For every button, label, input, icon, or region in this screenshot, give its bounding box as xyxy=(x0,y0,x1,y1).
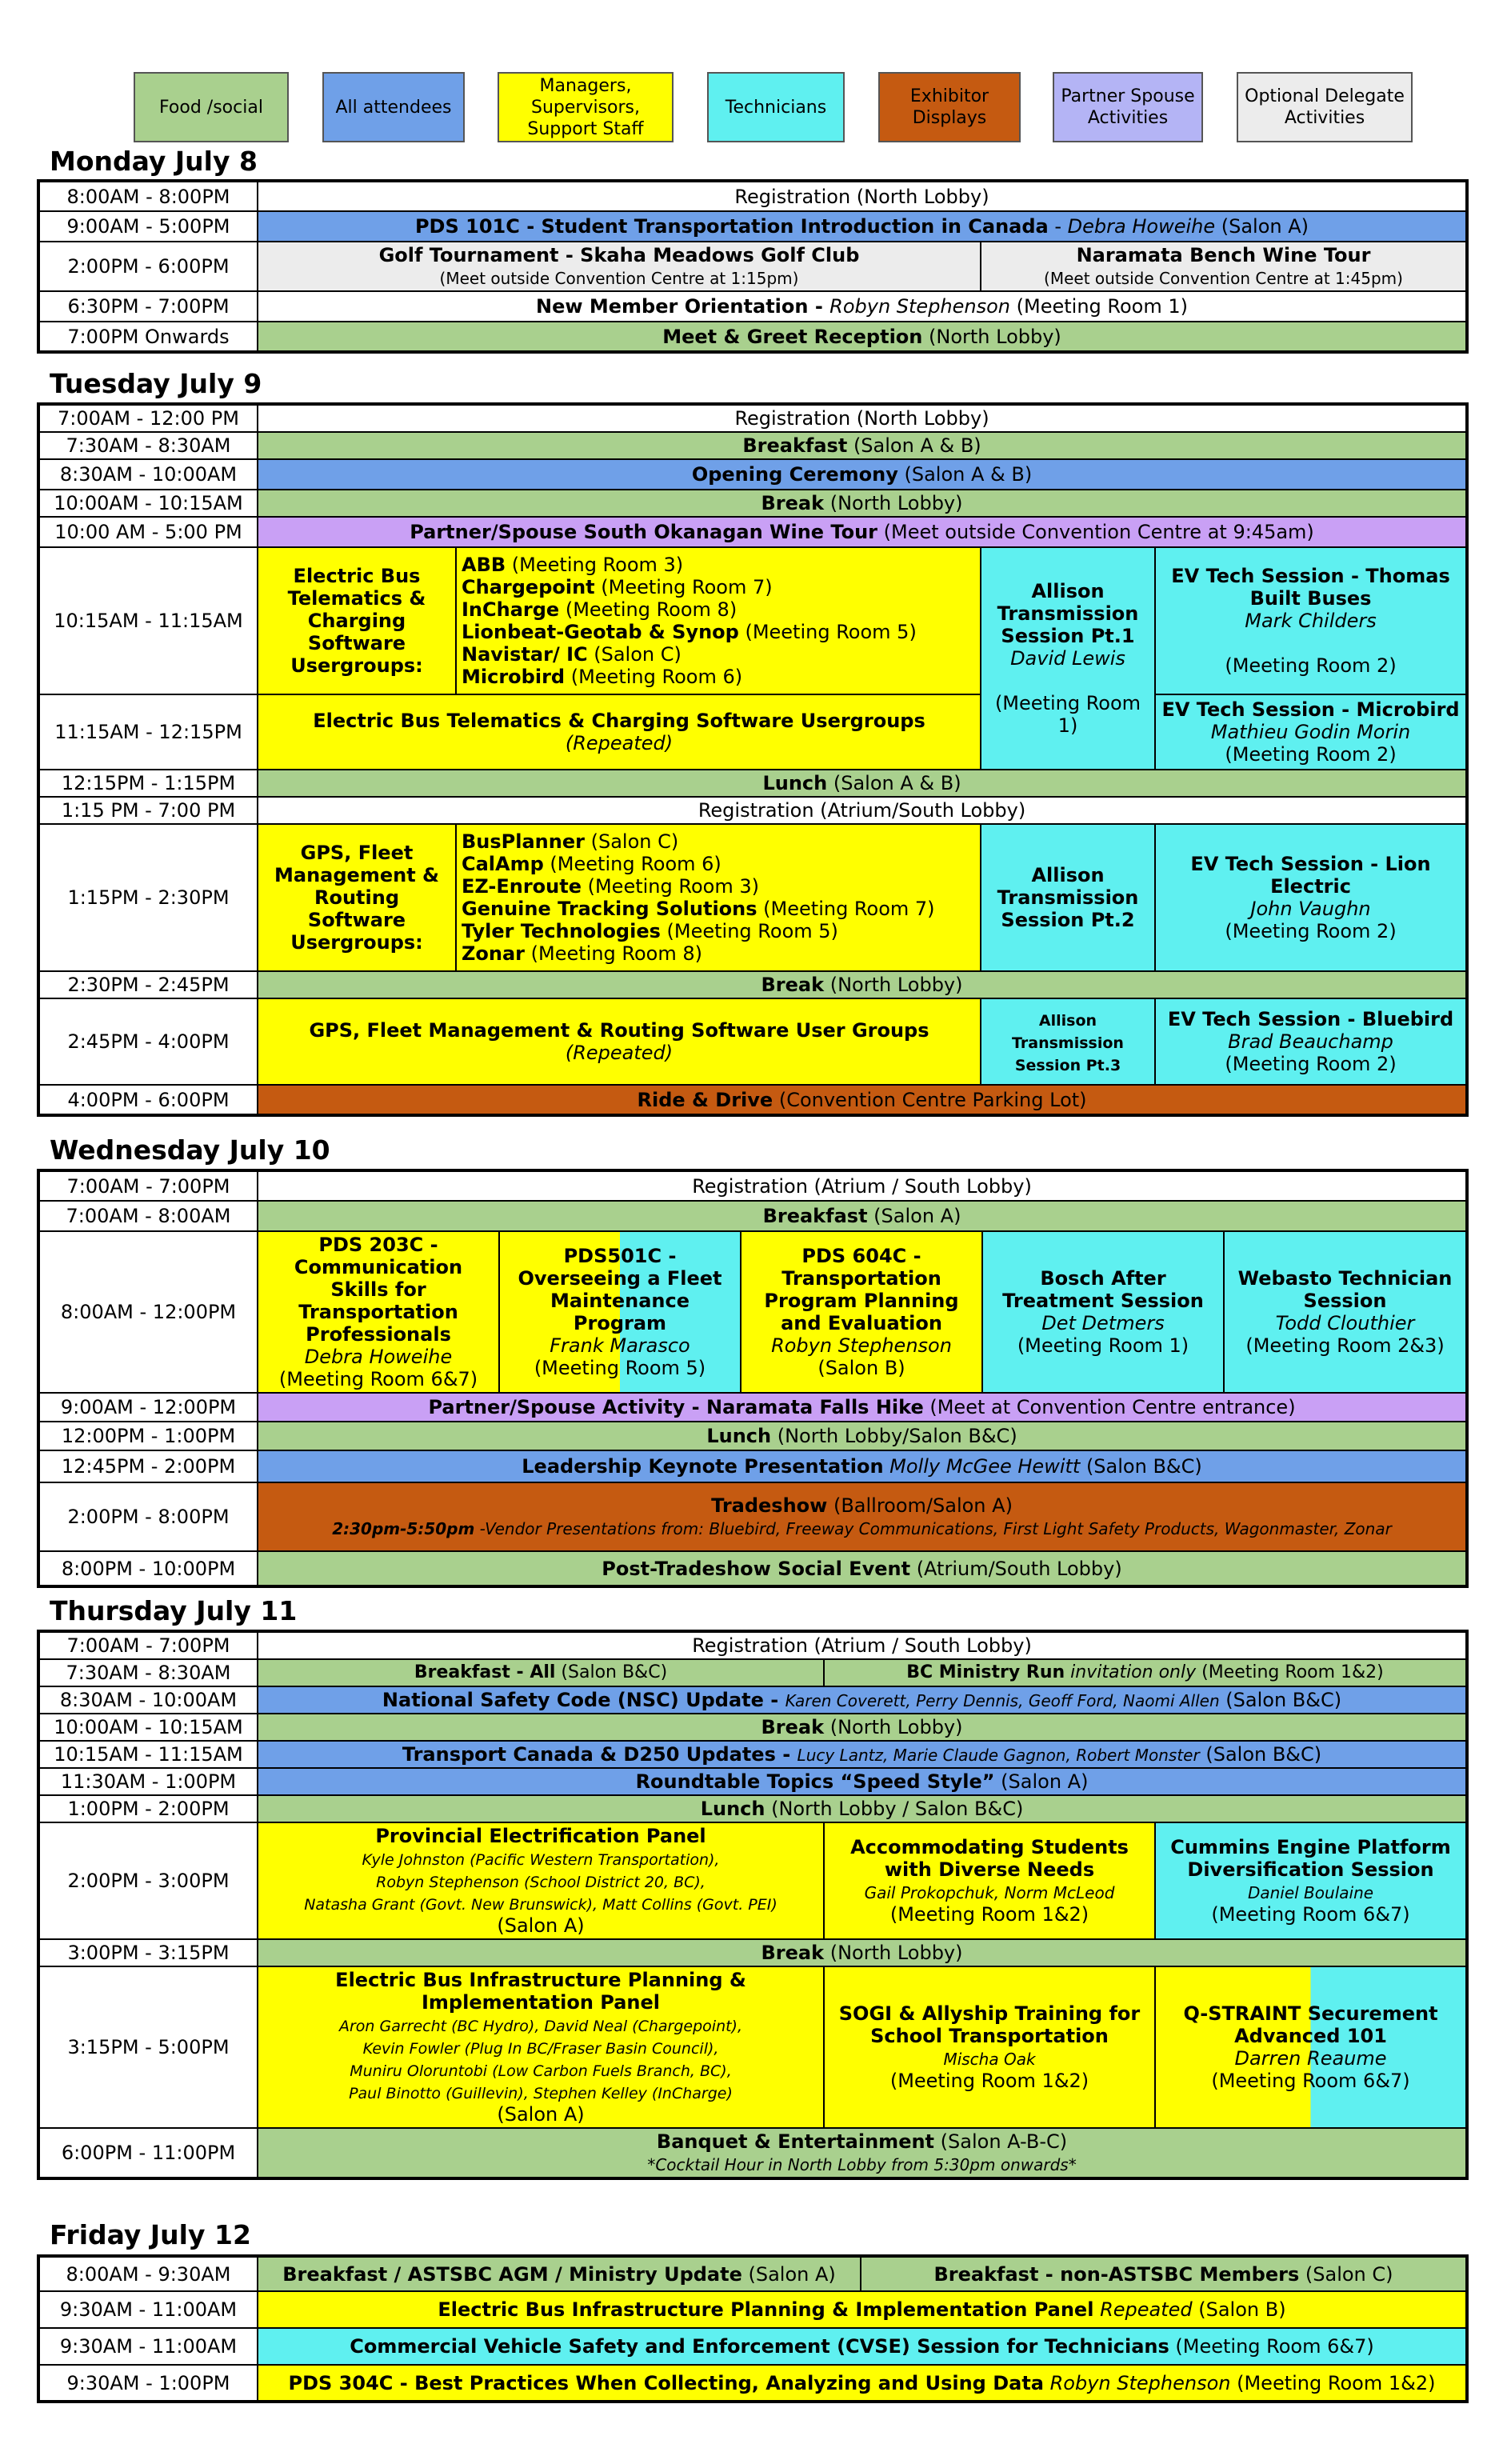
event-cell: Lunch (Salon A & B) xyxy=(258,770,1467,797)
event-cell: Breakfast (Salon A & B) xyxy=(258,432,1467,459)
table-row xyxy=(38,1768,1467,1795)
table-row xyxy=(38,1482,1467,1551)
event-cell: PDS 304C - Best Practices When Collecting, Analyzing and Using Data Robyn Stephenson (Meeting Room 1&2) xyxy=(258,2365,1467,2402)
table-row xyxy=(38,824,1467,971)
table-row xyxy=(38,1422,1467,1450)
event-cell: EV Tech Session - Bluebird Brad Beauchamp (Meeting Room 2) xyxy=(1155,998,1467,1085)
table-row xyxy=(38,1231,1467,1393)
schedule-friday xyxy=(37,2254,1469,2403)
event-cell: New Member Orientation - Robyn Stephenson (Meeting Room 1) xyxy=(258,291,1467,322)
event-cell: Post-Tradeshow Social Event (Atrium/South Lobby) xyxy=(258,1551,1467,1586)
legend-exhibitor-displays: Exhibitor Displays xyxy=(878,72,1021,142)
event-cell: Accommodating Students with Diverse Needs Gail Prokopchuk, Norm McLeod (Meeting Room 1&2) xyxy=(824,1822,1155,1939)
event-cell: Electric Bus Infrastructure Planning & Implementation Panel Repeated (Salon B) xyxy=(258,2291,1467,2328)
time-cell: 11:15AM - 12:15PM xyxy=(38,694,258,770)
event-cell: Lunch (North Lobby / Salon B&C) xyxy=(258,1795,1467,1822)
event-cell: Golf Tournament - Skaha Meadows Golf Club (Meet outside Convention Centre at 1:15pm) xyxy=(258,242,981,291)
time-cell: 12:00PM - 1:00PM xyxy=(38,1422,258,1450)
event-cell: Opening Ceremony (Salon A & B) xyxy=(258,459,1467,490)
legend-managers: Managers, Supervisors, Support Staff xyxy=(498,72,674,142)
table-row xyxy=(38,1170,1467,1201)
event-cell: Partner/Spouse South Okanagan Wine Tour (Meet outside Convention Centre at 9:45am) xyxy=(258,517,1467,547)
day-title-monday: Monday July 8 xyxy=(50,146,258,177)
table-row xyxy=(38,2291,1467,2328)
event-cell: Registration (Atrium/South Lobby) xyxy=(258,797,1467,824)
event-cell: Commercial Vehicle Safety and Enforcement (CVSE) Session for Technicians (Meeting Room 6&7) xyxy=(258,2328,1467,2365)
time-cell: 7:30AM - 8:30AM xyxy=(38,432,258,459)
time-cell: 3:15PM - 5:00PM xyxy=(38,1966,258,2128)
event-cell: PDS 101C - Student Transportation Introduction in Canada - Debra Howeihe (Salon A) xyxy=(258,211,1467,242)
table-row xyxy=(38,1085,1467,1115)
legend-all-attendees: All attendees xyxy=(322,72,465,142)
time-cell: 9:30AM - 11:00AM xyxy=(38,2291,258,2328)
legend xyxy=(0,72,1495,144)
event-cell: Lunch (North Lobby/Salon B&C) xyxy=(258,1422,1467,1450)
event-cell: Allison Transmission Session Pt.1 David Lewis (Meeting Room 1) xyxy=(981,547,1155,770)
event-cell: Registration (North Lobby) xyxy=(258,404,1467,432)
time-cell: 8:30AM - 10:00AM xyxy=(38,459,258,490)
time-cell: 2:00PM - 8:00PM xyxy=(38,1482,258,1551)
table-row xyxy=(38,2256,1467,2291)
event-cell: BC Ministry Run invitation only (Meeting Room 1&2) xyxy=(824,1659,1467,1686)
event-cell: Webasto Technician Session Todd Clouthier (Meeting Room 2&3) xyxy=(1224,1231,1467,1393)
legend-partner-spouse: Partner Spouse Activities xyxy=(1053,72,1203,142)
time-cell: 2:30PM - 2:45PM xyxy=(38,971,258,998)
schedule-wednesday xyxy=(37,1169,1469,1588)
event-cell: BusPlanner (Salon C) CalAmp (Meeting Room 6) EZ-Enroute (Meeting Room 3) Genuine Tracking Solutions (Meeting Room 7) Tyler Technologies (Meeting Room 5) Zonar (Meeting Room 8) xyxy=(456,824,981,971)
table-row xyxy=(38,1714,1467,1741)
table-row xyxy=(38,547,1467,694)
table-row xyxy=(38,1393,1467,1422)
event-cell: GPS, Fleet Management & Routing Software User Groups (Repeated) xyxy=(258,998,981,1085)
table-row xyxy=(38,1741,1467,1768)
event-cell: Break (North Lobby) xyxy=(258,971,1467,998)
table-row xyxy=(38,211,1467,242)
time-cell: 10:00AM - 10:15AM xyxy=(38,490,258,517)
time-cell: 2:00PM - 6:00PM xyxy=(38,242,258,291)
time-cell: 10:00AM - 10:15AM xyxy=(38,1714,258,1741)
time-cell: 9:30AM - 11:00AM xyxy=(38,2328,258,2365)
time-cell: 7:30AM - 8:30AM xyxy=(38,1659,258,1686)
event-cell: EV Tech Session - Lion Electric John Vaughn (Meeting Room 2) xyxy=(1155,824,1467,971)
time-cell: 10:15AM - 11:15AM xyxy=(38,1741,258,1768)
table-row xyxy=(38,1659,1467,1686)
event-cell: Breakfast (Salon A) xyxy=(258,1201,1467,1231)
time-cell: 10:15AM - 11:15AM xyxy=(38,547,258,694)
table-row xyxy=(38,998,1467,1085)
table-row xyxy=(38,770,1467,797)
time-cell: 7:00AM - 7:00PM xyxy=(38,1170,258,1201)
table-row xyxy=(38,432,1467,459)
time-cell: 9:00AM - 12:00PM xyxy=(38,1393,258,1422)
event-cell: Break (North Lobby) xyxy=(258,1939,1467,1966)
table-row xyxy=(38,459,1467,490)
table-row xyxy=(38,1795,1467,1822)
event-cell: Registration (Atrium / South Lobby) xyxy=(258,1631,1467,1659)
table-row xyxy=(38,242,1467,291)
time-cell: 2:00PM - 3:00PM xyxy=(38,1822,258,1939)
table-row xyxy=(38,1686,1467,1714)
legend-technicians: Technicians xyxy=(707,72,845,142)
time-cell: 8:00PM - 10:00PM xyxy=(38,1551,258,1586)
time-cell: 7:00AM - 7:00PM xyxy=(38,1631,258,1659)
event-cell: Leadership Keynote Presentation Molly McGee Hewitt (Salon B&C) xyxy=(258,1450,1467,1482)
event-cell: Breakfast / ASTSBC AGM / Ministry Update (Salon A) xyxy=(258,2256,861,2291)
time-cell: 8:00AM - 12:00PM xyxy=(38,1231,258,1393)
time-cell: 7:00AM - 8:00AM xyxy=(38,1201,258,1231)
time-cell: 11:30AM - 1:00PM xyxy=(38,1768,258,1795)
event-cell: EV Tech Session - Thomas Built Buses Mark Childers (Meeting Room 2) xyxy=(1155,547,1467,694)
event-cell: Electric Bus Telematics & Charging Software Usergroups (Repeated) xyxy=(258,694,981,770)
schedule-thursday xyxy=(37,1630,1469,2180)
schedule-monday xyxy=(37,179,1469,354)
event-cell: GPS, Fleet Management & Routing Software Usergroups: xyxy=(258,824,456,971)
table-row xyxy=(38,1822,1467,1939)
table-row xyxy=(38,291,1467,322)
event-cell: Provincial Electrification Panel Kyle Johnston (Pacific Western Transportation), Robyn Stephenson (School District 20, BC), Natasha Grant (Govt. New Brunswick), Matt Collins (Govt. PEI) (Salon A) xyxy=(258,1822,824,1939)
time-cell: 7:00PM Onwards xyxy=(38,322,258,352)
time-cell: 1:15 PM - 7:00 PM xyxy=(38,797,258,824)
table-row xyxy=(38,517,1467,547)
time-cell: 10:00 AM - 5:00 PM xyxy=(38,517,258,547)
legend-optional-delegate: Optional Delegate Activities xyxy=(1237,72,1413,142)
event-cell: Breakfast - non-ASTSBC Members (Salon C) xyxy=(861,2256,1467,2291)
table-row xyxy=(38,181,1467,211)
event-cell: Cummins Engine Platform Diversification Session Daniel Boulaine (Meeting Room 6&7) xyxy=(1155,1822,1467,1939)
event-cell: National Safety Code (NSC) Update - Karen Coverett, Perry Dennis, Geoff Ford, Naomi Allen (Salon B&C) xyxy=(258,1686,1467,1714)
event-cell: Bosch After Treatment Session Det Detmers (Meeting Room 1) xyxy=(982,1231,1224,1393)
event-cell: Breakfast - All (Salon B&C) xyxy=(258,1659,824,1686)
table-row xyxy=(38,490,1467,517)
time-cell: 9:00AM - 5:00PM xyxy=(38,211,258,242)
table-row xyxy=(38,971,1467,998)
day-title-wednesday: Wednesday July 10 xyxy=(50,1134,330,1166)
table-row xyxy=(38,1966,1467,2128)
event-cell: Registration (Atrium / South Lobby) xyxy=(258,1170,1467,1201)
time-cell: 2:45PM - 4:00PM xyxy=(38,998,258,1085)
event-cell: EV Tech Session - Microbird Mathieu Godin Morin (Meeting Room 2) xyxy=(1155,694,1467,770)
event-cell: Electric Bus Telematics & Charging Software Usergroups: xyxy=(258,547,456,694)
time-cell: 8:30AM - 10:00AM xyxy=(38,1686,258,1714)
table-row xyxy=(38,1201,1467,1231)
event-cell: Electric Bus Infrastructure Planning & Implementation Panel Aron Garrecht (BC Hydro), David Neal (Chargepoint), Kevin Fowler (Plug In BC/Fraser Basin Council), Muniru Oloruntobi (Low Carbon Fuels Branch, BC), Paul Binotto (Guillevin), Stephen Kelley (InCharge) (Salon A) xyxy=(258,1966,824,2128)
event-cell: Break (North Lobby) xyxy=(258,490,1467,517)
event-cell: Q-STRAINT Securement Advanced 101 Darren Reaume (Meeting Room 6&7) xyxy=(1155,1966,1467,2128)
event-cell: ABB (Meeting Room 3) Chargepoint (Meeting Room 7) InCharge (Meeting Room 8) Lionbeat-Geotab & Synop (Meeting Room 5) Navistar/ IC (Salon C) Microbird (Meeting Room 6) xyxy=(456,547,981,694)
event-cell: Naramata Bench Wine Tour (Meet outside Convention Centre at 1:45pm) xyxy=(981,242,1467,291)
day-title-friday: Friday July 12 xyxy=(50,2219,251,2250)
event-cell: Transport Canada & D250 Updates - Lucy Lantz, Marie Claude Gagnon, Robert Monster (Salon B&C) xyxy=(258,1741,1467,1768)
table-row xyxy=(38,1939,1467,1966)
event-cell: Meet & Greet Reception (North Lobby) xyxy=(258,322,1467,352)
event-cell: Tradeshow (Ballroom/Salon A) 2:30pm-5:50pm -Vendor Presentations from: Bluebird, Freeway Communications, First Light Safety Products, Wagonmaster, Zonar xyxy=(258,1482,1467,1551)
event-cell: PDS 604C - Transportation Program Planning and Evaluation Robyn Stephenson (Salon B) xyxy=(741,1231,982,1393)
event-cell: Registration (North Lobby) xyxy=(258,181,1467,211)
time-cell: 12:15PM - 1:15PM xyxy=(38,770,258,797)
table-row xyxy=(38,2365,1467,2402)
event-cell: SOGI & Allyship Training for School Transportation Mischa Oak (Meeting Room 1&2) xyxy=(824,1966,1155,2128)
event-cell: Partner/Spouse Activity - Naramata Falls Hike (Meet at Convention Centre entrance) xyxy=(258,1393,1467,1422)
event-cell: Break (North Lobby) xyxy=(258,1714,1467,1741)
event-cell: Allison Transmission Session Pt.2 xyxy=(981,824,1155,971)
table-row xyxy=(38,2328,1467,2365)
table-row xyxy=(38,1631,1467,1659)
table-row xyxy=(38,694,1467,770)
time-cell: 6:00PM - 11:00PM xyxy=(38,2128,258,2178)
time-cell: 8:00AM - 8:00PM xyxy=(38,181,258,211)
event-cell: PDS501C - Overseeing a Fleet Maintenance Program Frank Marasco (Meeting Room 5) xyxy=(499,1231,741,1393)
time-cell: 1:00PM - 2:00PM xyxy=(38,1795,258,1822)
event-cell: Roundtable Topics “Speed Style” (Salon A) xyxy=(258,1768,1467,1795)
event-cell: Ride & Drive (Convention Centre Parking Lot) xyxy=(258,1085,1467,1115)
event-cell: Banquet & Entertainment (Salon A-B-C) *Cocktail Hour in North Lobby from 5:30pm onwards* xyxy=(258,2128,1467,2178)
time-cell: 9:30AM - 1:00PM xyxy=(38,2365,258,2402)
day-title-thursday: Thursday July 11 xyxy=(50,1595,298,1626)
table-row xyxy=(38,1450,1467,1482)
table-row xyxy=(38,1551,1467,1586)
time-cell: 8:00AM - 9:30AM xyxy=(38,2256,258,2291)
table-row xyxy=(38,2128,1467,2178)
table-row xyxy=(38,404,1467,432)
time-cell: 6:30PM - 7:00PM xyxy=(38,291,258,322)
time-cell: 1:15PM - 2:30PM xyxy=(38,824,258,971)
schedule-tuesday xyxy=(37,402,1469,1117)
time-cell: 12:45PM - 2:00PM xyxy=(38,1450,258,1482)
table-row xyxy=(38,322,1467,352)
legend-food-social: Food /social xyxy=(134,72,289,142)
event-cell: PDS 203C - Communication Skills for Transportation Professionals Debra Howeihe (Meeting Room 6&7) xyxy=(258,1231,499,1393)
day-title-tuesday: Tuesday July 9 xyxy=(50,368,262,399)
time-cell: 4:00PM - 6:00PM xyxy=(38,1085,258,1115)
table-row xyxy=(38,797,1467,824)
time-cell: 3:00PM - 3:15PM xyxy=(38,1939,258,1966)
event-cell: Allison Transmission Session Pt.3 xyxy=(981,998,1155,1085)
time-cell: 7:00AM - 12:00 PM xyxy=(38,404,258,432)
